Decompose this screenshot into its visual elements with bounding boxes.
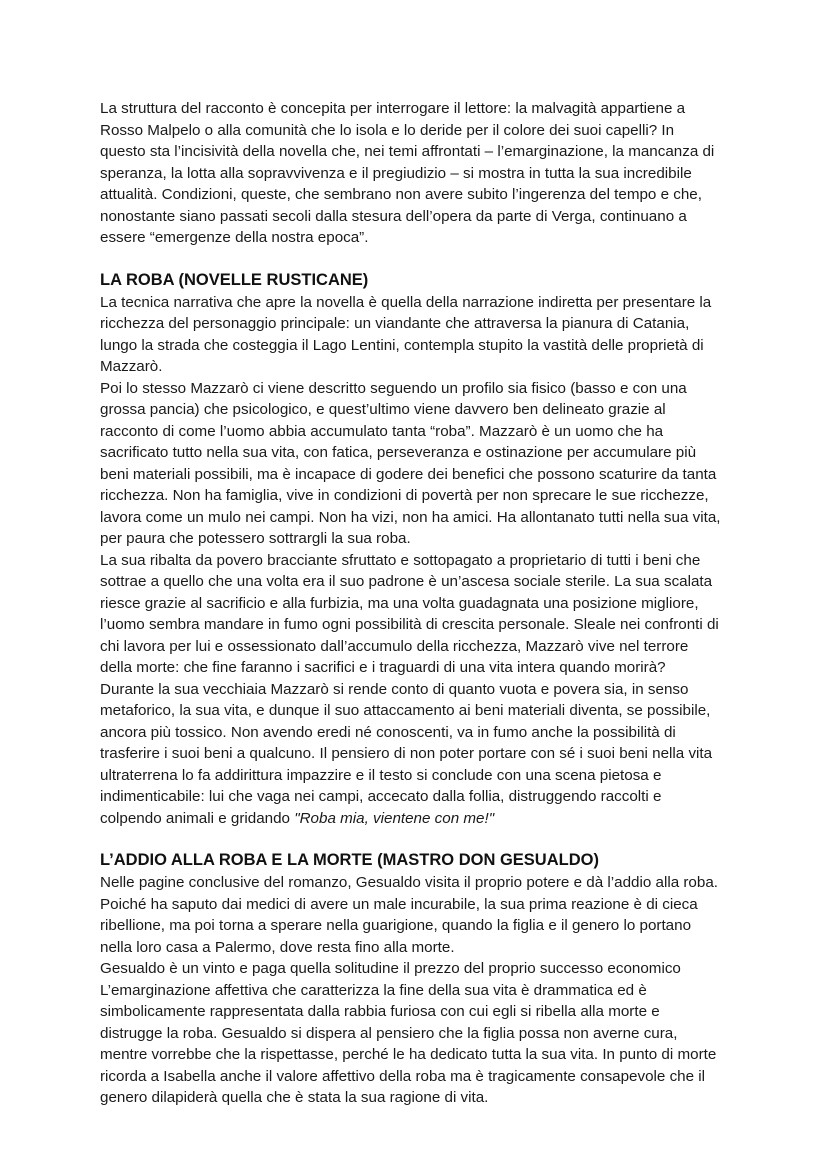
- text-line: attualità. Condizioni, queste, che sembrano non avere subito l’ingerenza del tempo e che,: [100, 186, 702, 203]
- section-body-roba: [100, 292, 728, 830]
- text-line: Poiché ha saputo dai medici di avere un male incurabile, la sua prima reazione è di cieca: [100, 895, 698, 913]
- document-page: [100, 98, 728, 1109]
- text-line: racconto di come l’uomo abbia accumulato tanta “roba”. Mazzarò è un uomo che ha: [100, 422, 664, 440]
- text-line: lungo la strada che costeggia il Lago Lentini, contempla stupito la vastità delle proprietà di: [100, 336, 704, 354]
- text-line: Durante la sua vecchiaia Mazzarò si rende conto di quanto vuota e povera sia, in senso: [100, 680, 689, 698]
- text-line: genero dilapiderà quella che è stata la sua ragione di vita.: [100, 1089, 489, 1106]
- quote-text: "Roba mia, vientene con me!": [294, 809, 495, 827]
- text-line: della morte: che fine faranno i sacrifici e i traguardi di una vita intera quando morirà?: [100, 659, 666, 676]
- text-line: beni materiali possibili, ma è incapace di godere dei benefici che possono scaturire da tanta: [100, 465, 717, 483]
- text-line: Gesualdo è un vinto e paga quella solitudine il prezzo del proprio successo economico: [100, 960, 681, 977]
- text-line: nella loro casa a Palermo, dove resta fino alla morte.: [100, 938, 455, 956]
- text-line: La tecnica narrativa che apre la novella è quella della narrazione indiretta per presentare la: [100, 293, 712, 311]
- text-line: Rosso Malpelo o alla comunità che lo isola e lo deride per il colore dei suoi capelli? In: [100, 121, 675, 139]
- text-line: sacrificato tutto nella sua vita, con fatica, perseveranza e ostinazione per accumulare più: [100, 444, 697, 461]
- section-heading-roba: LA ROBA (NOVELLE RUSTICANE): [100, 270, 369, 289]
- text-line: Poi lo stesso Mazzarò ci viene descritto seguendo un profilo sia fisico (basso e con una: [100, 379, 687, 397]
- text-line: nonostante siano passati secoli dalla stesura dell’opera da parte di Verga, continuano a: [100, 207, 687, 225]
- section-body-addio: [100, 872, 728, 1109]
- text-line: metaforico, la sua vita, e dunque il suo attaccamento ai beni materiali diventa, se possibile,: [100, 702, 711, 719]
- section-heading-addio: L’ADDIO ALLA ROBA E LA MORTE (MASTRO DON GESUALDO): [100, 851, 599, 869]
- text-line: La struttura del racconto è concepita per interrogare il lettore: la malvagità appartiene a: [100, 100, 686, 117]
- text-line: ricorda a Isabella anche il valore affettivo della roba ma è tragicamente consapevole che il: [100, 1067, 706, 1085]
- text-line: simbolicamente rappresentata dalla rabbia furiosa con cui egli si ribella alla morte e: [100, 1003, 660, 1020]
- text-line: ricchezza del personaggio principale: un viandante che attraversa la pianura di Catania,: [100, 315, 690, 332]
- text-line: indimenticabile: lui che vaga nei campi, accecato dalla follia, distruggendo raccolti e: [100, 788, 662, 805]
- text-line: speranza, la lotta alla sopravvivenza e il pregiudizio – si mostra in tutta la sua incredibile: [100, 164, 692, 182]
- text-line: mentre vorrebbe che la rispettasse, perché le ha dedicato tutta la sua vita. In punto di morte: [100, 1046, 717, 1063]
- text-line: lavora come un mulo nei campi. Non ha vizi, non ha amici. Ha allontanato tutti nella sua vita,: [100, 508, 721, 526]
- text-line: ribellione, ma poi torna a sperare nella guarigione, quando la figlia e il genero lo portano: [100, 917, 692, 934]
- text-line: Nelle pagine conclusive del romanzo, Gesualdo visita il proprio potere e dà l’addio alla roba.: [100, 874, 718, 891]
- intro-paragraph: [100, 98, 728, 249]
- text-line: chi lavora per lui e ossessionato dall’accumulo della ricchezza, Mazzarò vive nel terrore: [100, 637, 689, 655]
- text-line: distrugge la roba. Gesualdo si dispera al pensiero che la figlia possa non averne cura,: [100, 1024, 678, 1042]
- text-line: per paura che potessero sottrargli la sua roba.: [100, 530, 411, 547]
- text-line: riesce grazie al sacrificio e alla furbizia, ma una volta guadagnata una posizione migliore,: [100, 594, 699, 612]
- text-line-final: [100, 808, 728, 830]
- text-line: ricchezza. Non ha famiglia, vive in condizioni di povertà per non sprecare le sue ricchezze,: [100, 487, 709, 504]
- text-line: trasferire i suoi beni a qualcuno. Il pensiero di non poter portare con sé i suoi beni nella vita: [100, 745, 713, 762]
- text-line: ancora più tossico. Non avendo eredi né conoscenti, va in fumo anche la possibilità di: [100, 723, 676, 741]
- text-line: grossa pancia) che psicologico, e quest’ultimo viene davvero ben delineato grazie al: [100, 401, 666, 418]
- text-line: ultraterrena lo fa addirittura impazzire e il testo si conclude con una scena pietosa e: [100, 766, 662, 784]
- text-line: sottrae a quello che una volta era il suo padrone è un’ascesa sociale sterile. La sua scalata: [100, 573, 713, 590]
- text-line: essere “emergenze della nostra epoca”.: [100, 229, 369, 246]
- text-line: La sua ribalta da povero bracciante sfruttato e sottopagato a proprietario di tutti i beni che: [100, 551, 701, 569]
- text-line: Mazzarò.: [100, 358, 163, 375]
- text-line: l’uomo sembra mandare in fumo ogni possibilità di crescita personale. Sleale nei confronti di: [100, 616, 719, 633]
- text-line: questo sta l’incisività della novella che, nei temi affrontati – l’emarginazione, la mancanza di: [100, 143, 715, 160]
- text-span: colpendo animali e gridando: [100, 809, 295, 827]
- text-line: L’emarginazione affettiva che caratterizza la fine della sua vita è drammatica ed è: [100, 981, 647, 999]
